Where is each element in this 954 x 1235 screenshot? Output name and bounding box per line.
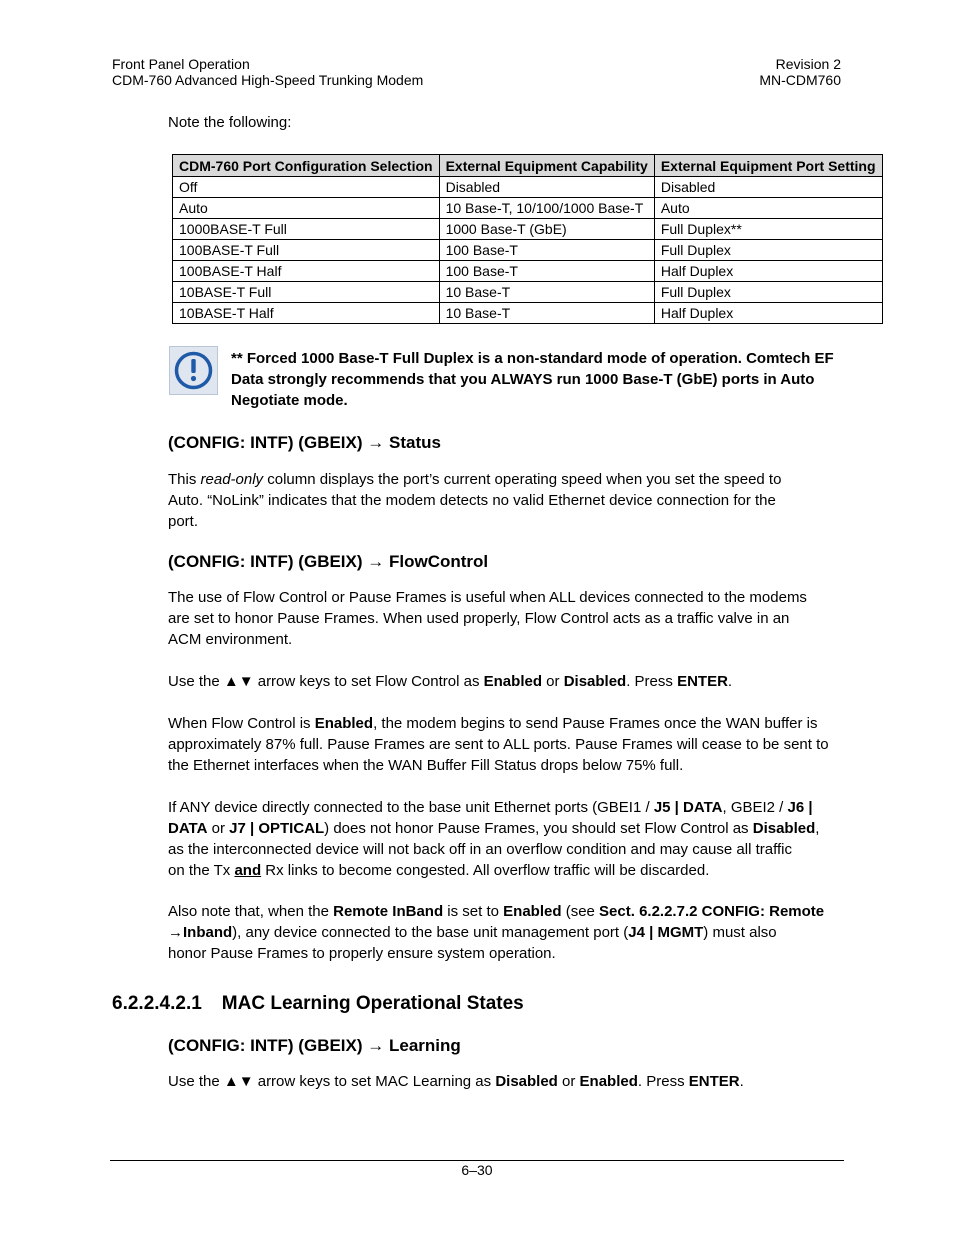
text-line: the Ethernet interfaces when the WAN Buffer Fill Status drops below 75% full. xyxy=(168,757,684,774)
table-cell: 100BASE-T Half xyxy=(173,261,440,282)
text-run: column displays the port’s current operating speed when you set the speed to xyxy=(263,471,782,488)
heading-item: Learning xyxy=(389,1036,461,1055)
heading-path: (CONFIG: INTF) (GBEIX) xyxy=(168,552,363,571)
section-reference: →Inband xyxy=(168,924,233,941)
arrow-right-icon: → xyxy=(367,552,385,571)
note-line: Data strongly recommends that you ALWAYS run 1000 Base-T (GbE) ports in Auto xyxy=(231,371,815,388)
heading-path: (CONFIG: INTF) (GBEIX) xyxy=(168,433,363,452)
text-run: If ANY device directly connected to the base unit Ethernet ports (GBEI1 / xyxy=(168,799,654,816)
table-cell: Disabled xyxy=(654,177,882,198)
text-run: . Press xyxy=(626,673,678,690)
column-header: CDM-760 Port Configuration Selection xyxy=(173,155,440,177)
text-run: J6 | xyxy=(787,799,813,816)
table-row xyxy=(173,198,883,219)
column-header: External Equipment Capability xyxy=(439,155,654,177)
table-cell: Half Duplex xyxy=(654,303,882,324)
learning-heading xyxy=(168,1036,461,1056)
header-revision: Revision 2 xyxy=(775,56,841,72)
text-line: ACM environment. xyxy=(168,631,293,648)
table-cell: 1000 Base-T (GbE) xyxy=(439,219,654,240)
header-right xyxy=(759,56,841,88)
text-line: approximately 87% full. Pause Frames are sent to ALL ports. Pause Frames will cease to be sent to xyxy=(168,736,829,753)
heading-path: (CONFIG: INTF) (GBEIX) xyxy=(168,1036,363,1055)
text-run: or xyxy=(542,673,564,690)
heading-item: FlowControl xyxy=(389,552,489,571)
table-cell: 100 Base-T xyxy=(439,240,654,261)
text-line: port. xyxy=(168,513,199,530)
text-run: When Flow Control is xyxy=(168,715,315,732)
table-row xyxy=(173,177,883,198)
table-row xyxy=(173,219,883,240)
footer-divider xyxy=(110,1160,844,1161)
text-run: is set to xyxy=(443,903,504,920)
table-cell: 1000BASE-T Full xyxy=(173,219,440,240)
text-run: , the modem begins to send Pause Frames once the WAN buffer is xyxy=(373,715,818,732)
text-run: read-only xyxy=(200,471,264,488)
text-run: Disabled xyxy=(495,1073,558,1090)
text-run: Remote InBand xyxy=(333,903,444,920)
text-run: DATA xyxy=(168,820,208,837)
info-circle-icon xyxy=(169,346,218,395)
table-cell: Full Duplex xyxy=(654,282,882,303)
text-run: ENTER xyxy=(688,1073,740,1090)
text-run: Disabled xyxy=(563,673,627,690)
text-run: ), any device connected to the base unit management port ( xyxy=(232,924,629,941)
port-config-table xyxy=(172,154,883,324)
table-row xyxy=(173,261,883,282)
column-header: External Equipment Port Setting xyxy=(654,155,882,177)
text-run: Use the ▲▼ arrow keys to set Flow Control as xyxy=(168,673,484,690)
text-run: J4 | MGMT xyxy=(628,924,704,941)
table-cell: 10 Base-T xyxy=(439,282,654,303)
flow-paragraph-4 xyxy=(168,797,819,881)
text-run: Rx links to become congested. All overflow traffic will be discarded. xyxy=(261,862,710,879)
text-run: This xyxy=(168,471,201,488)
text-line: as the interconnected device will not back off in an overflow condition and may cause all traffic xyxy=(168,841,792,858)
table-header-row xyxy=(173,155,883,177)
note-line: ** Forced 1000 Base-T Full Duplex is a non-standard mode of operation. Comtech EF xyxy=(231,350,834,367)
arrow-right-icon: → xyxy=(367,1036,385,1055)
text-run: Enabled xyxy=(579,1073,638,1090)
text-run: Disabled xyxy=(752,820,816,837)
header-doc-number: MN-CDM760 xyxy=(759,72,841,88)
header-chapter: Front Panel Operation xyxy=(112,56,250,72)
text-run: Enabled xyxy=(483,673,542,690)
text-run: Use the ▲▼ arrow keys to set MAC Learning as xyxy=(168,1073,496,1090)
table-row xyxy=(173,240,883,261)
text-run: or xyxy=(207,820,230,837)
flowcontrol-heading xyxy=(168,552,488,572)
text-line: honor Pause Frames to properly ensure system operation. xyxy=(168,945,556,962)
table-cell: Off xyxy=(173,177,440,198)
table-cell: Full Duplex** xyxy=(654,219,882,240)
learning-paragraph xyxy=(168,1071,744,1092)
text-run: on the Tx xyxy=(168,862,235,879)
text-run: . xyxy=(739,1073,744,1090)
text-line: Auto. “NoLink” indicates that the modem detects no valid Ethernet device connection for the xyxy=(168,492,776,509)
text-run: and xyxy=(234,862,262,879)
table-cell: 100 Base-T xyxy=(439,261,654,282)
status-heading xyxy=(168,433,441,453)
flow-paragraph-3 xyxy=(168,713,829,776)
table-row xyxy=(173,303,883,324)
table-cell: 10 Base-T, 10/100/1000 Base-T xyxy=(439,198,654,219)
table-cell: 10 Base-T xyxy=(439,303,654,324)
note-line: Negotiate mode. xyxy=(231,392,348,409)
text-run: Also note that, when the xyxy=(168,903,334,920)
section-heading xyxy=(112,993,524,1015)
table-cell: Half Duplex xyxy=(654,261,882,282)
text-run: , GBEI2 / xyxy=(722,799,788,816)
table-cell: 10BASE-T Half xyxy=(173,303,440,324)
table-cell: Disabled xyxy=(439,177,654,198)
table-row xyxy=(173,282,883,303)
text-run: or xyxy=(557,1073,580,1090)
heading-item: Status xyxy=(389,433,441,452)
text-run: ) must also xyxy=(703,924,777,941)
table-cell: 10BASE-T Full xyxy=(173,282,440,303)
text-run: J5 | DATA xyxy=(653,799,723,816)
text-run: Enabled xyxy=(314,715,374,732)
flow-paragraph-1 xyxy=(168,587,807,650)
section-number: 6.2.2.4.2.1 xyxy=(112,993,202,1014)
flow-paragraph-2 xyxy=(168,671,732,692)
header-product: CDM-760 Advanced High-Speed Trunking Modem xyxy=(112,72,424,88)
note-text xyxy=(231,348,834,411)
text-line: The use of Flow Control or Pause Frames is useful when ALL devices connected to the modems xyxy=(168,589,807,606)
text-line: are set to honor Pause Frames. When used properly, Flow Control acts as a traffic valve in an xyxy=(168,610,790,627)
text-run: . Press xyxy=(637,1073,689,1090)
text-run: , xyxy=(815,820,820,837)
flow-paragraph-5 xyxy=(168,901,824,964)
arrow-right-icon: → xyxy=(367,433,385,452)
text-run: ) does not honor Pause Frames, you should set Flow Control as xyxy=(324,820,753,837)
text-run: J7 | OPTICAL xyxy=(229,820,325,837)
page-number: 6–30 xyxy=(461,1162,493,1178)
intro-text: Note the following: xyxy=(168,114,292,131)
text-run: . xyxy=(727,673,733,690)
header-left xyxy=(112,56,423,88)
section-reference: Sect. 6.2.2.7.2 CONFIG: Remote xyxy=(599,903,825,920)
table-cell: Full Duplex xyxy=(654,240,882,261)
table-cell: Auto xyxy=(173,198,440,219)
table-cell: 100BASE-T Full xyxy=(173,240,440,261)
status-paragraph xyxy=(168,469,781,532)
text-run: Enabled xyxy=(503,903,562,920)
text-run: ENTER xyxy=(677,673,728,690)
section-title: MAC Learning Operational States xyxy=(221,993,524,1014)
text-run: (see xyxy=(561,903,600,920)
table-cell: Auto xyxy=(654,198,882,219)
